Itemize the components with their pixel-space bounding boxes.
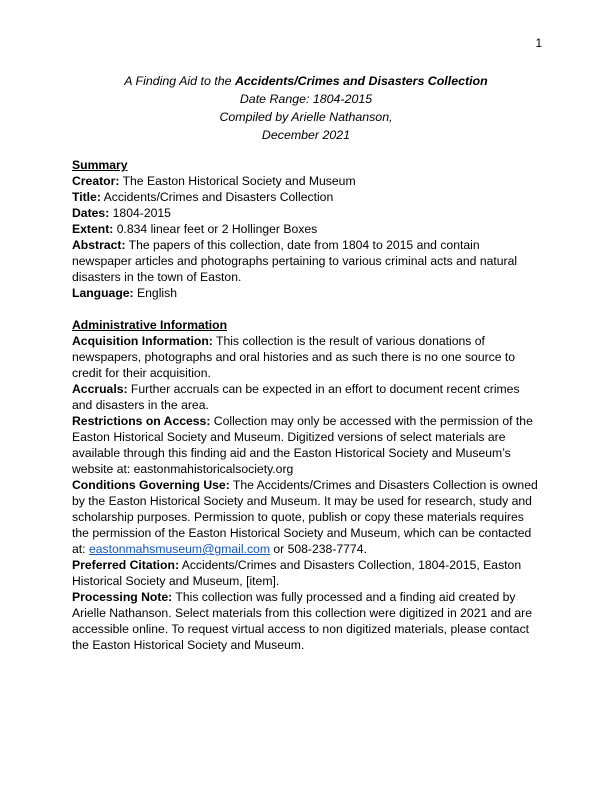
date-range: Date Range: 1804-2015 [239, 92, 373, 106]
citation-value: Accidents/Crimes and Disasters Collection, 1804-2015, Easton Historical Society and Museum, [item]. [72, 558, 522, 588]
language-value: English [133, 286, 177, 300]
section-spacer [72, 301, 542, 317]
conditions-field [72, 477, 542, 557]
creator-field [72, 173, 542, 189]
citation-field [72, 557, 542, 589]
restrictions-field [72, 413, 542, 477]
creator-value: The Easton Historical Society and Museum [119, 174, 356, 188]
abstract-field [72, 237, 542, 285]
restrictions-value: Collection may only be accessed with the permission of the Easton Historical Society and Museum. Digitized versions of select materials are available through this finding aid and the Easton Historical Society and Museum’s website at: eastonmahistoricalsociety.org [72, 414, 533, 476]
title-label: Title: [72, 190, 101, 204]
accruals-value: Further accruals can be expected in an effort to document recent crimes and disasters in the area. [72, 382, 520, 412]
administrative-heading: Administrative Information [72, 318, 228, 332]
extent-value: 0.834 linear feet or 2 Hollinger Boxes [113, 222, 318, 236]
title-prefix: A Finding Aid to the [124, 74, 235, 88]
extent-field [72, 221, 542, 237]
compiled-date: December 2021 [261, 128, 351, 142]
document-body [72, 157, 542, 653]
processing-label: Processing Note: [72, 590, 173, 604]
creator-label: Creator: [72, 174, 120, 188]
acquisition-label: Acquisition Information: [72, 334, 213, 348]
abstract-label: Abstract: [72, 238, 126, 252]
citation-label: Preferred Citation: [72, 558, 179, 572]
language-label: Language: [72, 286, 134, 300]
restrictions-label: Restrictions on Access: [72, 414, 211, 428]
title-block [72, 72, 540, 144]
email-link[interactable]: eastonmahsmuseum@gmail.com [88, 542, 270, 556]
conditions-value: The Accidents/Crimes and Disasters Collection is owned by the Easton Historical Society and Museum. It may be used for research, study and scholarship purposes. Permission to quote, publish or copy these materials requires the permission of the Easton Historical Society and Museum, which can be contacted at: [72, 478, 538, 556]
page-number: 1 [535, 38, 542, 50]
abstract-value: The papers of this collection, date from 1804 to 2015 and contain newspaper articles and photographs pertaining to various criminal acts and natural disasters in the town of Easton. [72, 238, 518, 284]
processing-field [72, 589, 542, 653]
dates-value: 1804-2015 [109, 206, 171, 220]
language-field [72, 285, 542, 301]
compiled-by: Compiled by Arielle Nathanson, [219, 110, 393, 124]
title-field [72, 189, 542, 205]
processing-value: This collection was fully processed and a finding aid created by Arielle Nathanson. Select materials from this collection were digitized in 2021 and are accessible online. To request virtual access to non digitized materials, please contact the Easton Historical Society and Museum. [72, 590, 532, 652]
conditions-label: Conditions Governing Use: [72, 478, 230, 492]
title-value: Accidents/Crimes and Disasters Collection [100, 190, 334, 204]
collection-title: Accidents/Crimes and Disasters Collection [234, 74, 488, 88]
accruals-label: Accruals: [72, 382, 128, 396]
acquisition-field [72, 333, 542, 381]
summary-heading: Summary [72, 158, 128, 172]
acquisition-value: This collection is the result of various donations of newspapers, photographs and oral histories and as such there is no one source to credit for their acquisition. [72, 334, 516, 380]
dates-label: Dates: [72, 206, 110, 220]
phone-suffix: or 508-238-7774. [269, 542, 367, 556]
accruals-field [72, 381, 542, 413]
title-line [72, 72, 540, 90]
extent-label: Extent: [72, 222, 114, 236]
dates-field [72, 205, 542, 221]
